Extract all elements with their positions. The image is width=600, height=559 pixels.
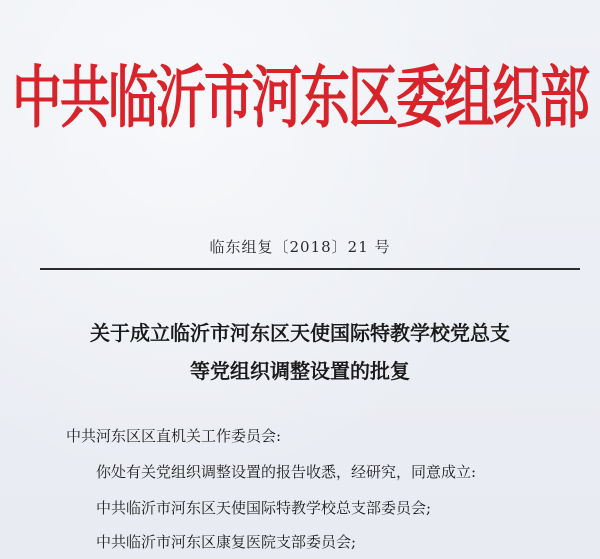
body-paragraph-2: 中共临沂市河东区天使国际特教学校总支部委员会; bbox=[96, 499, 432, 517]
addressee: 中共河东区区直机关工作委员会: bbox=[66, 427, 282, 445]
document-number: 临东组复〔2018〕21 号 bbox=[209, 238, 391, 256]
issuing-organization-header: 中共临沂市河东区委组织部 bbox=[12, 58, 588, 138]
body-paragraph-1: 你处有关党组织调整设置的报告收悉，经研究，同意成立: bbox=[96, 463, 477, 481]
separator-rule bbox=[40, 268, 580, 270]
document-title bbox=[0, 314, 600, 390]
body-paragraph-3: 中共临沂市河东区康复医院支部委员会; bbox=[96, 533, 357, 551]
document-title-line-2: 等党组织调整设置的批复 bbox=[190, 359, 410, 383]
document-title-line-1: 关于成立临沂市河东区天使国际特教学校党总支 bbox=[90, 321, 510, 345]
